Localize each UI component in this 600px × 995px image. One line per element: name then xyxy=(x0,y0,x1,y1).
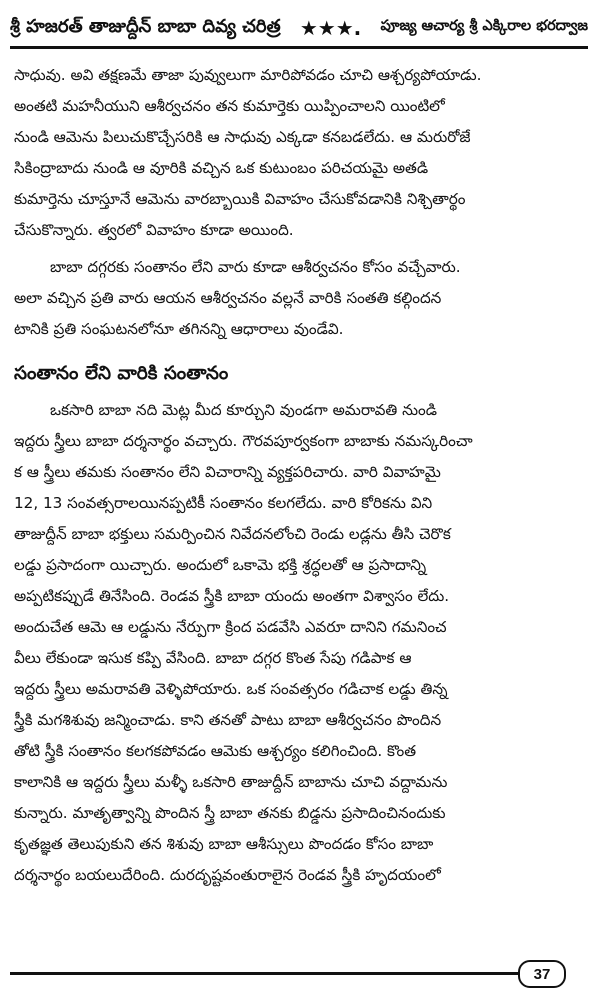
text-line: అప్పటికప్పుడే తినేసింది. రెండవ స్త్రీకి బాబా యందు అంతగా విశ్వాసం లేదు. xyxy=(14,587,450,605)
text-line: అందుచేత ఆమె ఆ లడ్డును నేర్పుగా క్రింద పడవేసి ఎవరూ దానిని గమనించ xyxy=(14,618,447,636)
text-line: టానికి ప్రతి సంఘటనలోనూ తగినన్ని ఆధారాలు వుండేవి. xyxy=(14,320,344,338)
text-line: తాజుద్దీన్ బాబా భక్తులు సమర్పించిన నివేదనలోంచి రెండు లడ్లను తీసి చెరొక xyxy=(14,525,451,543)
text-line: కృతజ్ఞత తెలుపుకుని తన శిశువు బాబా ఆశీస్సులు పొందడం కోసం బాబా xyxy=(14,835,434,853)
author-name: పూజ్య ఆచార్య శ్రీ ఎక్కిరాల భరద్వాజ xyxy=(380,18,588,34)
paragraph-1 xyxy=(14,60,586,246)
text-line: ఇద్దరు స్త్రీలు బాబా దర్శనార్థం వచ్చారు. గౌరవపూర్వకంగా బాబాకు నమస్కరించా xyxy=(14,432,473,450)
text-line: కాలానికి ఆ ఇద్దరు స్త్రీలు మళ్ళీ ఒకసారి తాజుద్దీన్ బాబాను చూచి వద్దామను xyxy=(14,773,448,791)
text-line: ఒకసారి బాబా నది మెట్ల మీద కూర్చుని వుండగా అమరావతి నుండి xyxy=(50,401,437,419)
text-line: సాధువు. అవి తక్షణమే తాజా పువ్వులుగా మారిపోవడం చూచి ఆశ్చర్యపోయాడు. xyxy=(14,66,482,84)
text-line: చేసుకొన్నారు. త్వరలో వివాహం కూడా అయింది. xyxy=(14,221,294,239)
text-line: సికింద్రాబాదు నుండి ఆ వూరికి వచ్చిన ఒక కుటుంబం పరిచయమై అతడి xyxy=(14,159,429,177)
book-title: శ్రీ హజరత్ తాజుద్దీన్ బాబా దివ్య చరిత్ర xyxy=(10,15,281,37)
text-line: తోటి స్త్రీకి సంతానం కలగకపోవడం ఆమెకు ఆశ్చర్యం కలిగించింది. కొంత xyxy=(14,742,417,760)
footer-rule xyxy=(10,972,518,975)
text-line: బాబా దగ్గరకు సంతానం లేని వారు కూడా ఆశీర్వచనం కోసం వచ్చేవారు. xyxy=(50,258,461,276)
text-line: దర్శనార్థం బయలుదేరింది. దురదృష్టవంతురాలైన రెండవ స్త్రీకి హృదయంలో xyxy=(14,866,441,884)
text-line: వీలు లేకుండా ఇసుక కప్పి వేసింది. బాబా దగ్గర కొంత సేపు గడిపాక ఆ xyxy=(14,649,412,667)
section-heading: సంతానం లేని వారికి సంతానం xyxy=(14,363,229,384)
paragraph-2 xyxy=(14,252,586,345)
text-line: అలా వచ్చిన ప్రతి వారు ఆయన ఆశీర్వచనం వల్లనే వారికి సంతతి కల్గిందన xyxy=(14,289,442,307)
text-line: కుమార్తెను చూస్తూనే ఆమెను వారబ్బాయికి వివాహం చేసుకోవడానికి నిశ్చితార్థం xyxy=(14,190,466,208)
text-line: నుండి ఆమెను పిలుచుకొచ్చేసరికి ఆ సాధువు ఎక్కడా కనబడలేదు. ఆ మరురోజే xyxy=(14,128,471,146)
running-header xyxy=(10,10,588,49)
text-line: అంతటి మహనీయుని ఆశీర్వచనం తన కుమార్తెకు యిప్పించాలని యింటిలో xyxy=(14,97,445,115)
text-line: ఇద్దరు స్త్రీలు అమరావతి వెళ్ళిపోయారు. ఒక సంవత్సరం గడిచాక లడ్డు తిన్న xyxy=(14,680,448,698)
paragraph-3 xyxy=(14,395,586,891)
header-stars: ★★★. xyxy=(299,16,362,40)
page-number: 37 xyxy=(518,960,566,988)
page-body xyxy=(14,60,586,891)
text-line: క ఆ స్త్రీలు తమకు సంతానం లేని విచారాన్ని వ్యక్తపరిచారు. వారి వివాహమై xyxy=(14,463,441,481)
text-line: స్త్రీకి మగశిశువు జన్మించాడు. కాని తనతో పాటు బాబా ఆశీర్వచనం పొందిన xyxy=(14,711,442,729)
text-line: కున్నారు. మాతృత్వాన్ని పొందిన స్త్రీ బాబా తనకు బిడ్డను ప్రసాదించినందుకు xyxy=(14,804,446,822)
text-line: లడ్డు ప్రసాదంగా యిచ్చారు. అందులో ఒకామె భక్తి శ్రద్ధలతో ఆ ప్రసాదాన్ని xyxy=(14,556,427,574)
text-line: 12, 13 సంవత్సరాలయినప్పటికీ సంతానం కలగలేదు. వారి కోరికను విని xyxy=(14,494,433,512)
